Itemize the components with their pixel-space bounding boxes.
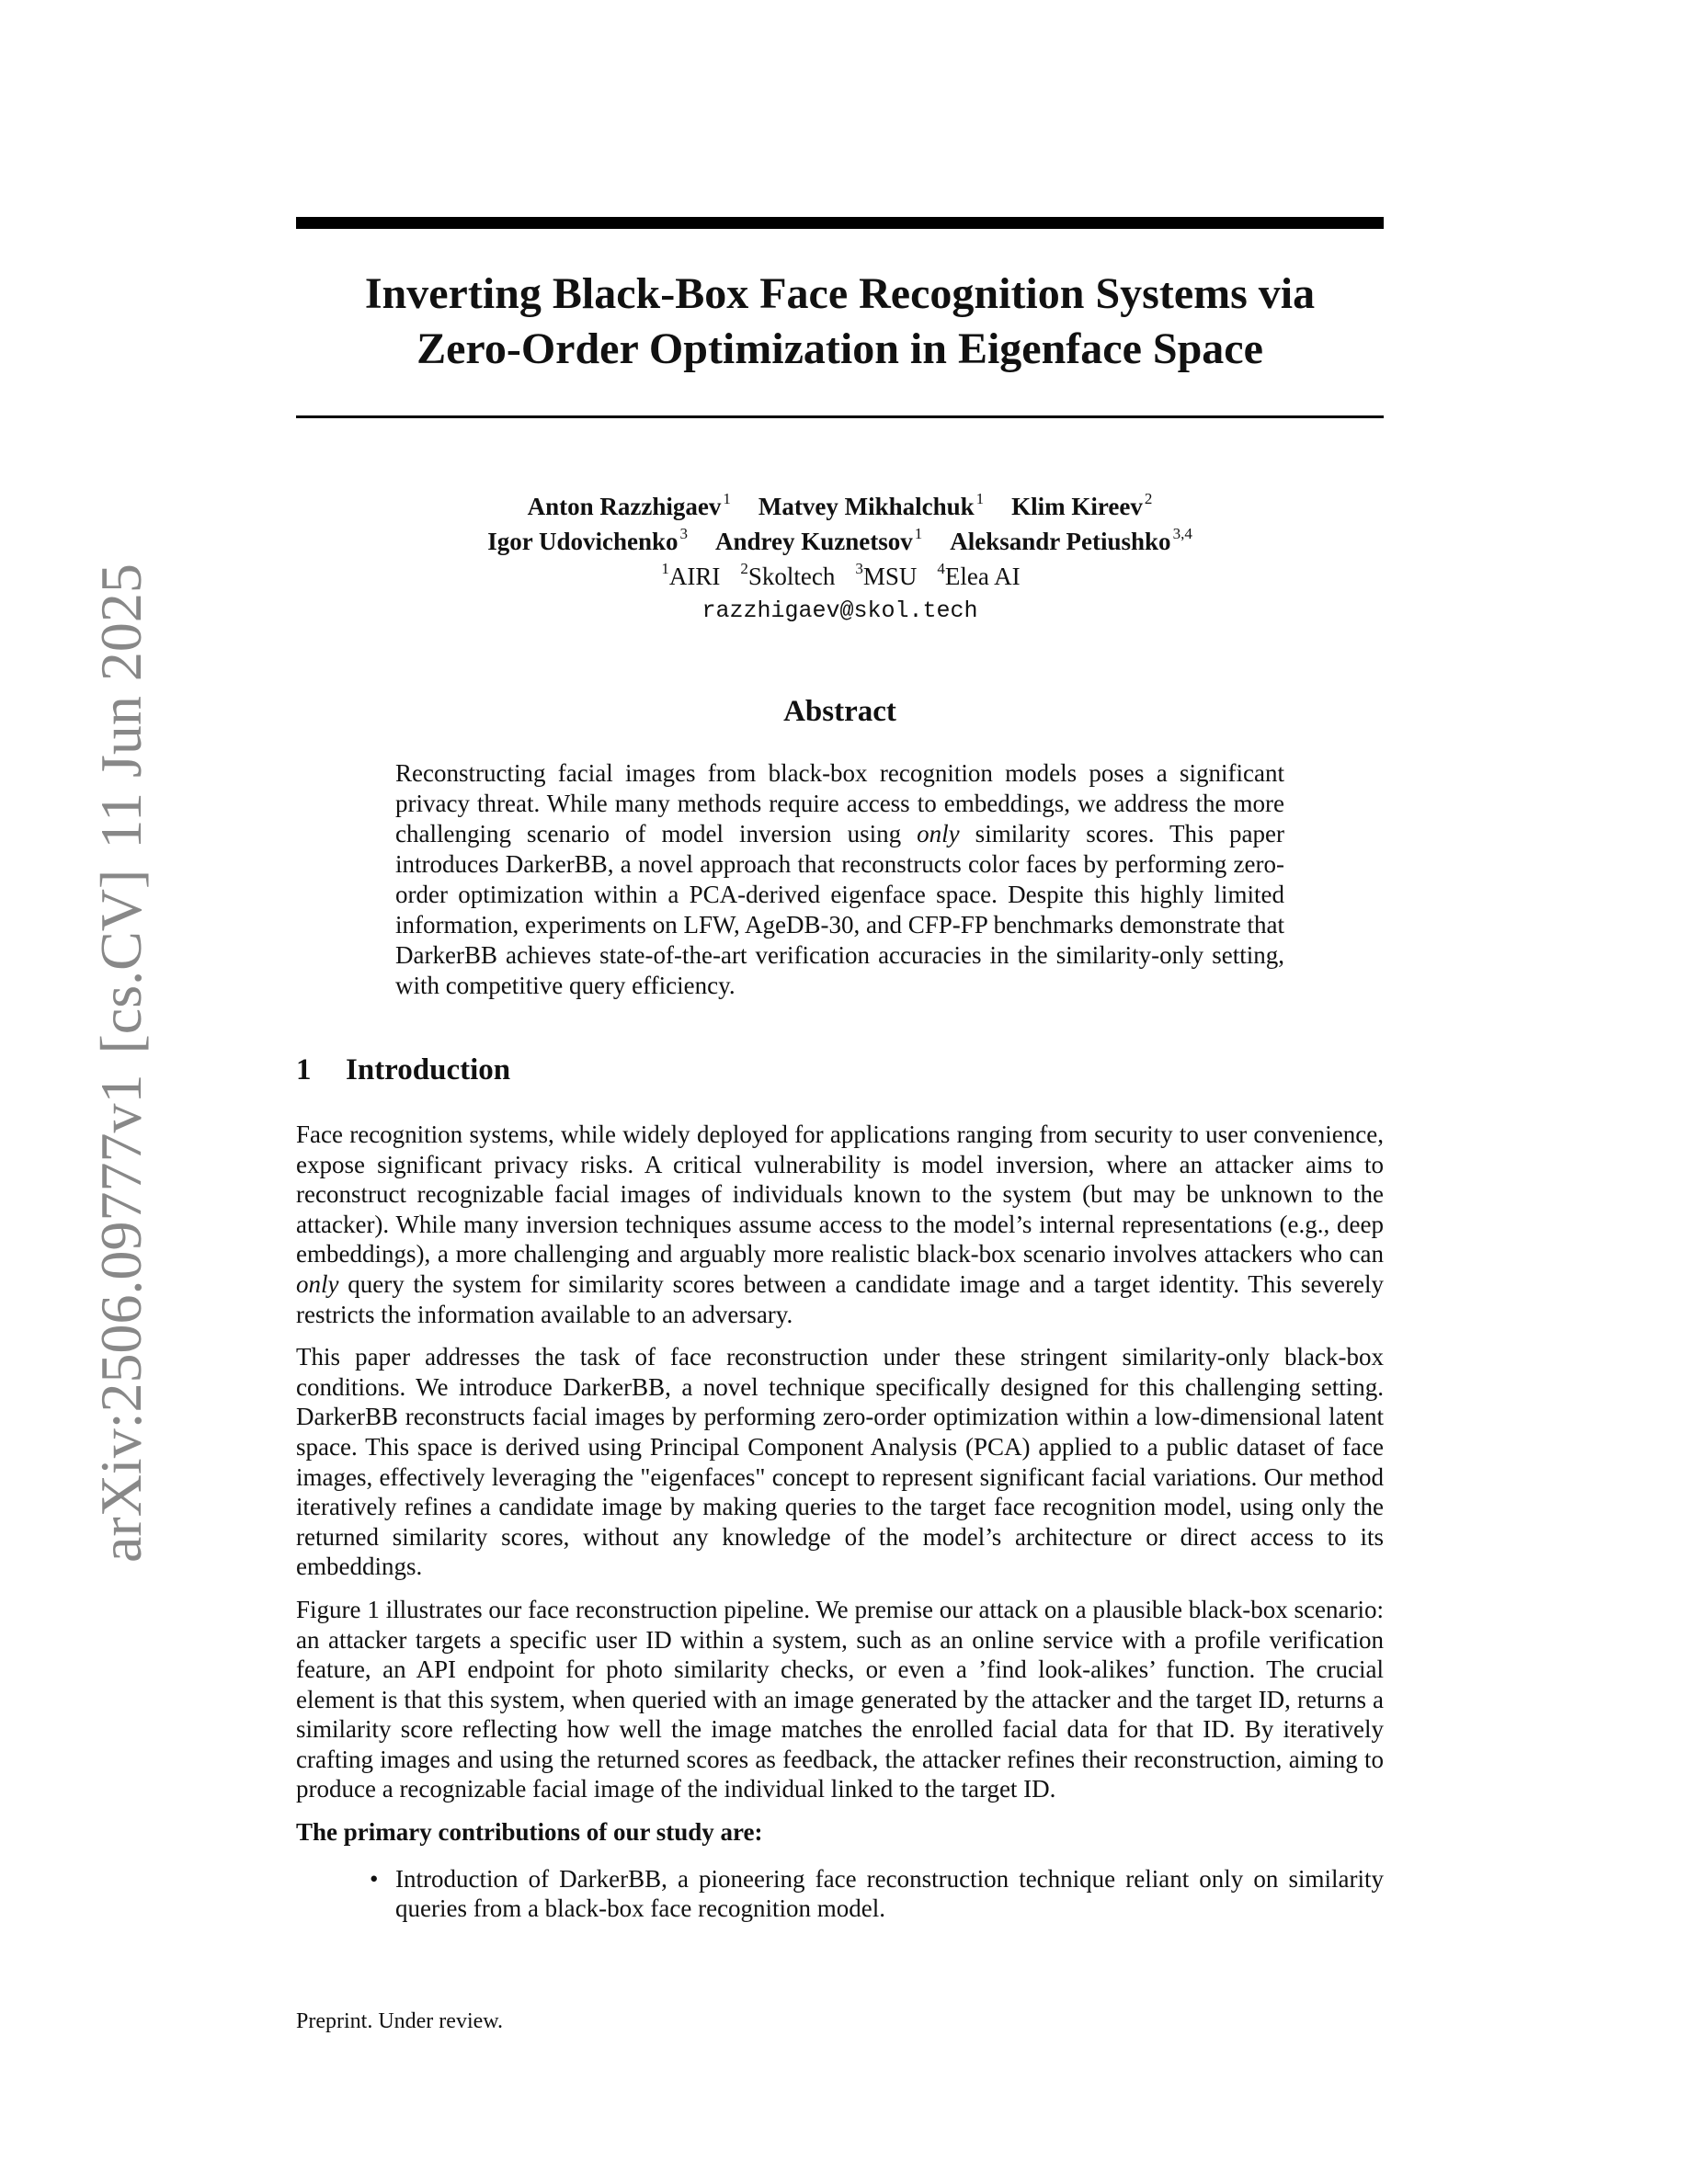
paper-title (296, 267, 1384, 377)
author-affil-sup: 3 (679, 525, 688, 542)
author-affil-sup: 1 (914, 525, 923, 542)
author-name: Andrey Kuznetsov (714, 528, 913, 555)
affiliation: Skoltech (747, 563, 836, 590)
affil-sup: 1 (661, 560, 669, 577)
title-line-1: Inverting Black-Box Face Recognition Systems via (364, 269, 1316, 318)
abstract-heading: Abstract (783, 695, 896, 728)
affil-sup: 3 (855, 560, 863, 577)
affiliations-line (296, 561, 1384, 596)
paragraph-2: This paper addresses the task of face reconstruction under these stringent similarity-only black-box conditions. We introduce DarkerBB, a novel technique specifically designed for this challenging setting. DarkerBB reconstructs facial images by performing zero-order optimization within a low-dimensional latent space. This space is derived using Principal Component Analysis (PCA) applied to a public dataset of face images, effectively leveraging the "eigenfaces" concept to represent significant facial variations. Our method iteratively refines a candidate image by making queries to the target face recognition model, using only the returned similarity scores, without any knowledge of the model’s architecture or direct access to its embeddings. (296, 1343, 1384, 1581)
author-line-2 (296, 526, 1384, 561)
title-rule-bottom (296, 415, 1384, 418)
contributions-list (296, 1864, 1384, 1924)
author-affil-sup: 2 (1144, 490, 1153, 507)
preprint-footer: Preprint. Under review. (296, 2009, 504, 2033)
paragraph-3: Figure 1 illustrates our face reconstruction pipeline. We premise our attack on a plausible black-box scenario: an attacker targets a specific user ID within a system, such as an online service with a profile verification feature, an API endpoint for photo similarity checks, or even a ’find look-alikes’ function. The crucial element is that this system, when queried with an image generated by the attacker and the target ID, returns a similarity score reflecting how well the image matches the enrolled facial data for that ID. By iteratively crafting images and using the returned scores as feedback, the attacker refines their reconstruction, aiming to produce a recognizable facial image of the individual linked to the target ID. (296, 1595, 1384, 1803)
author-line-1 (296, 491, 1384, 526)
author-block (296, 491, 1384, 627)
section-title: Introduction (346, 1053, 511, 1086)
abstract-emphasis: only (917, 820, 960, 847)
author-name: Matvey Mikhalchuk (758, 493, 975, 520)
list-item (370, 1864, 1384, 1924)
abstract-part-1: Reconstructing facial images from black-box recognition models poses a significant privacy threat. While many methods require access to embeddings, we address the more challenging scenario of model inversion using (395, 759, 1284, 847)
author-affil-sup: 3,4 (1172, 525, 1192, 542)
arxiv-side-label (88, 563, 154, 1563)
author-affil-sup: 1 (975, 490, 985, 507)
contributions-lead-text: The primary contributions of our study are: (296, 1818, 763, 1847)
paragraph-1-part-1: Face recognition systems, while widely deployed for applications ranging from security to user convenience, expose significant privacy risks. A critical vulnerability is model inversion, where an attacker aims to reconstruct recognizable facial images of individuals known to the system (but may be unknown to the attacker). While many inversion techniques assume access to the model’s internal representations (e.g., deep embeddings), a more challenging and arguably more realistic black-box scenario involves attackers who can (296, 1120, 1384, 1268)
section-heading-introduction (296, 1052, 1123, 1088)
paragraph-1-emphasis: only (296, 1269, 339, 1298)
affiliation: MSU (862, 563, 918, 590)
abstract-part-2: similarity scores. This paper introduces DarkerBB, a novel approach that reconstructs color faces by performing zero-order optimization within a PCA-derived eigenface space. Despite this highly limited information, experiments on LFW, AgeDB-30, and CFP-FP benchmarks demonstrate that DarkerBB achieves state-of-the-art verification accuracies in the similarity-only setting, with competitive query efficiency. (395, 820, 1284, 999)
author-name: Igor Udovichenko (487, 528, 679, 555)
introduction-body (296, 1120, 1384, 1924)
list-item-text: Introduction of DarkerBB, a pioneering face reconstruction technique reliant only on similarity queries from a black-box face recognition model. (395, 1864, 1384, 1923)
contributions-lead (296, 1817, 1384, 1848)
paragraph-1 (296, 1120, 1384, 1329)
arxiv-date: 11 Jun 2025 (88, 563, 154, 849)
abstract-text (395, 758, 1284, 1001)
affiliation: Elea AI (944, 563, 1021, 590)
paragraph-1-part-2: query the system for similarity scores between a candidate image and a target identity. This severely restricts the information available to an adversary. (296, 1269, 1384, 1328)
title-rule-top (296, 217, 1384, 229)
author-name: Klim Kireev (1011, 493, 1143, 520)
author-name: Anton Razzhigaev (527, 493, 722, 520)
arxiv-category: [cs.CV] (88, 869, 154, 1054)
author-name: Aleksandr Petiushko (950, 528, 1171, 555)
affiliation: AIRI (668, 563, 721, 590)
title-line-2: Zero-Order Optimization in Eigenface Space (416, 324, 1263, 373)
author-affil-sup: 1 (723, 490, 731, 507)
affil-sup: 2 (740, 560, 748, 577)
section-number: 1 (296, 1053, 312, 1086)
author-email[interactable]: razzhigaev@skol.tech (701, 597, 978, 624)
bullet-dot-icon: • (370, 1864, 379, 1893)
arxiv-id: arXiv:2506.09777v1 (88, 1074, 154, 1563)
affil-sup: 4 (937, 560, 945, 577)
